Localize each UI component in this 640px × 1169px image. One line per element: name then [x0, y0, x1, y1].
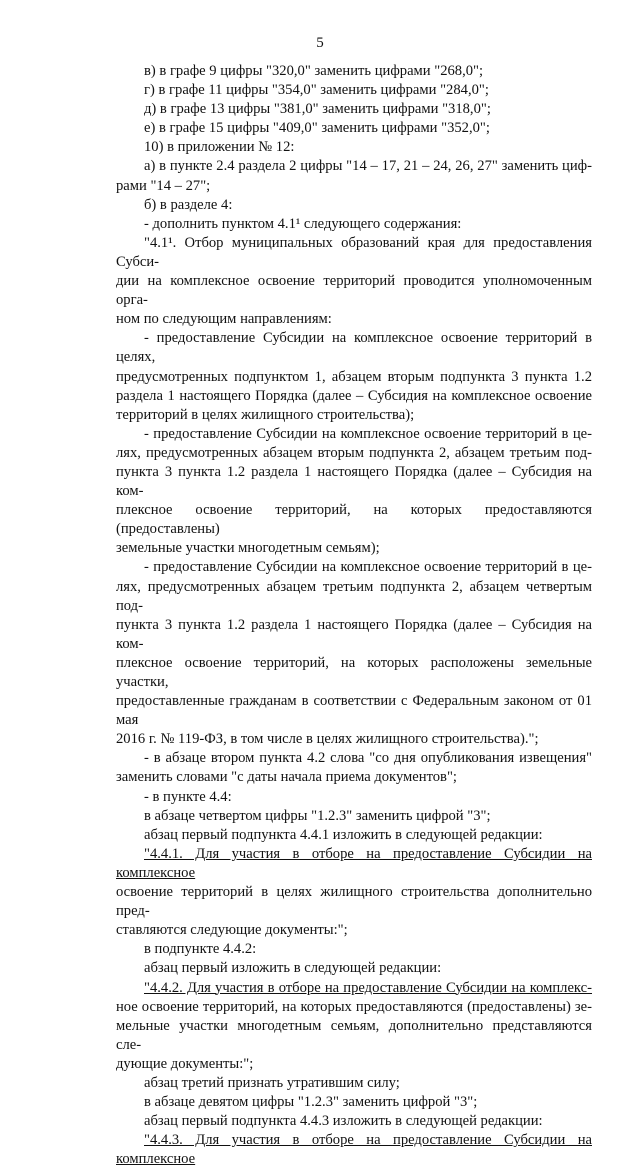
text-line: абзац первый подпункта 4.4.1 изложить в следующей редакции:	[144, 826, 543, 843]
text-line: - в абзаце втором пункта 4.2 слова "со дня опубликования извещения"	[144, 750, 592, 767]
text-line: - предоставление Субсидии на комплексное освоение территорий в це-	[144, 425, 592, 442]
document-body	[116, 62, 592, 1169]
text-line: "4.4.1. Для участия в отборе на предоставление Субсидии на комплексное	[116, 845, 592, 881]
text-line: дующие документы:";	[116, 1055, 254, 1072]
text-line: 2016 г. № 119-ФЗ, в том числе в целях жилищного строительства).";	[116, 731, 539, 748]
text-line: ном по следующим направлениям:	[116, 311, 332, 328]
text-line: - в пункте 4.4:	[144, 788, 232, 805]
text-line: плексное освоение территорий, на которых расположены земельные участки,	[116, 654, 592, 690]
text-line: в абзаце девятом цифры "1.2.3" заменить цифрой "3";	[144, 1094, 478, 1111]
text-line: пункта 3 пункта 1.2 раздела 1 настоящего Порядка (далее – Субсидия на ком-	[116, 463, 592, 500]
text-line: "4.4.3. Для участия в отборе на предоставление Субсидии на комплексное	[116, 1132, 592, 1168]
text-line: мельные участки многодетным семьям, дополнительно представляются сле-	[116, 1017, 592, 1053]
text-line: ставляются следующие документы:";	[116, 922, 348, 939]
text-line: е) в графе 15 цифры "409,0" заменить цифрами "352,0";	[144, 120, 490, 137]
text-line: г) в графе 11 цифры "354,0" заменить цифрами "284,0";	[144, 82, 489, 99]
text-line: - дополнить пунктом 4.1¹ следующего содержания:	[144, 215, 462, 232]
text-line: абзац третий признать утратившим силу;	[144, 1074, 400, 1091]
text-line: дии на комплексное освоение территорий проводится уполномоченным орга-	[116, 273, 592, 309]
text-line: заменить словами "с даты начала приема документов";	[116, 769, 457, 786]
text-line: - предоставление Субсидии на комплексное освоение территорий в целях,	[116, 330, 592, 366]
text-line: лях, предусмотренных абзацем третьим подпункта 2, абзацем четвертым под-	[116, 578, 592, 614]
text-line: предусмотренных подпунктом 1, абзацем вторым подпункта 3 пункта 1.2	[116, 368, 592, 385]
text-line: а) в пункте 2.4 раздела 2 цифры "14 – 17, 21 – 24, 26, 27" заменить циф-	[144, 158, 592, 175]
text-line: д) в графе 13 цифры "381,0" заменить цифрами "318,0";	[144, 101, 491, 118]
text-line: освоение территорий в целях жилищного строительства дополнительно пред-	[116, 884, 592, 920]
text-line: пункта 3 пункта 1.2 раздела 1 настоящего Порядка (далее – Субсидия на ком-	[116, 616, 592, 652]
text-line: рами "14 – 27";	[116, 177, 211, 194]
text-line: в подпункте 4.4.2:	[144, 941, 257, 958]
text-line: 10) в приложении № 12:	[144, 139, 295, 156]
text-line: земельные участки многодетным семьям);	[116, 540, 380, 557]
text-line: "4.1¹. Отбор муниципальных образований края для предоставления Субси-	[116, 234, 592, 270]
text-line: территорий в целях жилищного строительства);	[116, 406, 415, 423]
text-line: в) в графе 9 цифры "320,0" заменить цифрами "268,0";	[144, 63, 484, 79]
text-line: б) в разделе 4:	[144, 196, 233, 213]
text-line: в абзаце четвертом цифры "1.2.3" заменить цифрой "3";	[144, 807, 491, 824]
text-line: раздела 1 настоящего Порядка (далее – Субсидия на комплексное освоение	[116, 387, 592, 404]
text-line: ное освоение территорий, на которых предоставляются (предоставлены) зе-	[116, 998, 592, 1015]
text-line: плексное освоение территорий, на которых предоставляются (предоставлены)	[116, 502, 592, 538]
text-line: абзац первый подпункта 4.4.3 изложить в следующей редакции:	[144, 1113, 543, 1130]
text-line: "4.4.2. Для участия в отборе на предоставление Субсидии на комплекс-	[144, 979, 592, 996]
text-line: предоставленные гражданам в соответствии с Федеральным законом от 01 мая	[116, 693, 592, 729]
text-line: - предоставление Субсидии на комплексное освоение территорий в це-	[144, 559, 592, 576]
page-number: 5	[316, 35, 324, 51]
text-line: лях, предусмотренных абзацем вторым подпункта 2, абзацем третьим под-	[116, 444, 592, 461]
text-line: абзац первый изложить в следующей редакции:	[144, 960, 442, 977]
